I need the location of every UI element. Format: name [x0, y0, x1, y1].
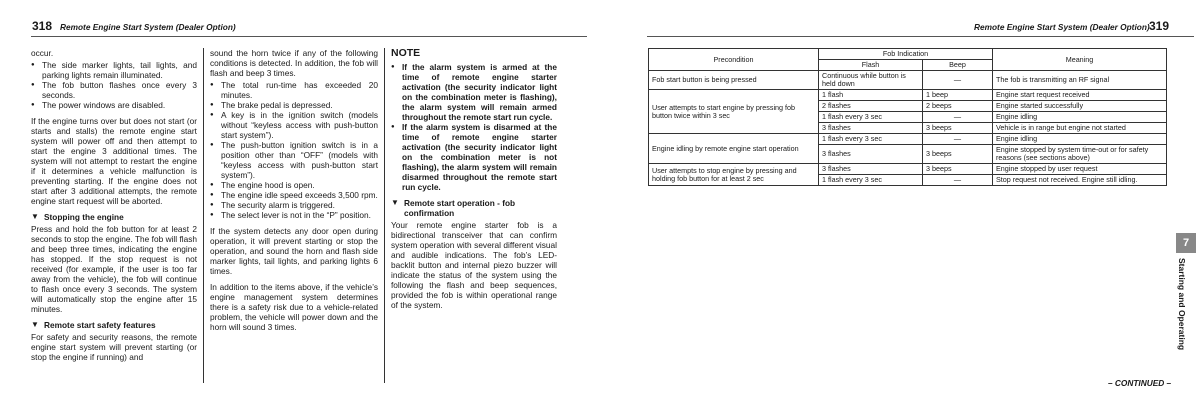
beep-cell: —: [923, 175, 993, 186]
precondition-cell: Engine idling by remote engine start operation: [649, 134, 819, 164]
bullet-list: [31, 60, 197, 110]
table-row: [649, 71, 1167, 90]
precondition-cell: User attempts to stop engine by pressing and holding fob button for at least 2 sec: [649, 164, 819, 186]
note-list: [391, 62, 557, 192]
header-rule: [647, 36, 1194, 37]
paragraph: If the engine turns over but does not start (or starts and stalls) the remote engine start system will power off and then attempt to start the engine 3 additional times. The system will not attempt to restart the engine if it determines a vehicle malfunction is preventing starting. If the engine does not start after 3 additional attempts, the remote engine start request will be aborted.: [31, 116, 197, 206]
paragraph: In addition to the items above, if the vehicle’s engine management system determines there is a safety risk due to a vehicle-related problem, the vehicle will power down and the horn will sound 3 times.: [210, 282, 378, 332]
beep-cell: 2 beeps: [923, 101, 993, 112]
fob-indication-table: [648, 48, 1167, 186]
meaning-cell: The fob is transmitting an RF signal: [993, 71, 1167, 90]
bullet-item: ● The side marker lights, tail lights, and parking lights remain illuminated.: [31, 60, 197, 80]
paragraph: Press and hold the fob button for at least 2 seconds to stop the engine. The fob will flash and beep three times, indicating the engine has stopped. If the stop request is not received (for example, if the user is too far away from the vehicle), the fob will continue to flash once every 3 seconds. The system will automatically stop the engine after 15 minutes.: [31, 224, 197, 314]
continued-label: – CONTINUED –: [1108, 378, 1172, 388]
bullet-item: ● The fob button flashes once every 3 seconds.: [31, 80, 197, 100]
column-2: [210, 48, 378, 338]
page-number: 319: [1149, 19, 1170, 33]
flash-cell: 3 flashes: [819, 123, 923, 134]
chapter-tab: 7: [1176, 233, 1196, 253]
page-header-title: Remote Engine Start System (Dealer Option): [60, 22, 236, 32]
flash-cell: 1 flash every 3 sec: [819, 175, 923, 186]
note-title: NOTE: [391, 47, 421, 59]
column-1: [31, 48, 197, 368]
flash-cell: 1 flash every 3 sec: [819, 112, 923, 123]
table-row: [649, 134, 1167, 145]
meaning-cell: Engine stopped by system time-out or for safety reasons (see sections above): [993, 145, 1167, 164]
chapter-title: Starting and Operating: [1177, 258, 1187, 351]
header-rule: [31, 36, 587, 37]
column-3: [391, 48, 557, 316]
meaning-cell: Engine idling: [993, 112, 1167, 123]
bullet-list: [210, 80, 378, 220]
note-item: ● If the alarm system is disarmed at the time of remote engine starter activation (the security indicator light on the combination meter is not flashing), the alarm system will remain disarmed throughout the remote start run cycle.: [391, 122, 557, 192]
precondition-cell: Fob start button is being pressed: [649, 71, 819, 90]
header-beep: Beep: [923, 60, 993, 71]
paragraph: sound the horn twice if any of the following conditions is detected. In addition, the fob will flash and beep 3 times.: [210, 48, 378, 78]
header-precondition: Precondition: [649, 49, 819, 71]
flash-cell: 2 flashes: [819, 101, 923, 112]
beep-cell: 3 beeps: [923, 164, 993, 175]
header-meaning: Meaning: [993, 49, 1167, 71]
beep-cell: —: [923, 134, 993, 145]
paragraph: For safety and security reasons, the remote engine start system will prevent starting (or stop the engine if running) and: [31, 332, 197, 362]
meaning-cell: Vehicle is in range but engine not started: [993, 123, 1167, 134]
bullet-item: ● The brake pedal is depressed.: [210, 100, 378, 110]
paragraph: occur.: [31, 48, 54, 58]
meaning-cell: Stop request not received. Engine still idling.: [993, 175, 1167, 186]
note-item: ● If the alarm system is armed at the time of remote engine starter activation (the security indicator light on the combination meter is flashing), the alarm system will remain armed throughout the remote start run cycle.: [391, 62, 557, 122]
section-heading: ▼ Remote start operation - fob confirmation: [391, 198, 557, 218]
bullet-item: ● The engine hood is open.: [210, 180, 378, 190]
meaning-cell: Engine stopped by user request: [993, 164, 1167, 175]
bullet-item: ● The security alarm is triggered.: [210, 200, 378, 210]
meaning-cell: Engine start request received: [993, 90, 1167, 101]
table-row: [649, 90, 1167, 101]
header-fob-indication: Fob Indication: [819, 49, 993, 60]
flash-cell: 3 flashes: [819, 164, 923, 175]
flash-cell: 1 flash every 3 sec: [819, 134, 923, 145]
bullet-item: ● The total run-time has exceeded 20 minutes.: [210, 80, 378, 100]
bullet-item: ● The select lever is not in the “P” position.: [210, 210, 378, 220]
beep-cell: 1 beep: [923, 90, 993, 101]
paragraph: Your remote engine starter fob is a bidirectional transceiver that can confirm system operation with several different visual and audible indications. The fob’s LED-backlit button and internal piezo buzzer will indicate the status of the system using the following the flash and beep sequences, provided the fob is within operational range of the system.: [391, 220, 557, 310]
bullet-item: ● The engine idle speed exceeds 3,500 rpm.: [210, 190, 378, 200]
page-number: 318: [32, 19, 53, 33]
right-page: [600, 0, 1200, 402]
table-row: [649, 164, 1167, 175]
beep-cell: —: [923, 112, 993, 123]
bullet-item: ● A key is in the ignition switch (models without “keyless access with push-button start system”).: [210, 110, 378, 140]
beep-cell: 3 beeps: [923, 123, 993, 134]
beep-cell: 3 beeps: [923, 145, 993, 164]
page-header-title: Remote Engine Start System (Dealer Option): [974, 22, 1150, 32]
beep-cell: —: [923, 71, 993, 90]
column-divider: [384, 48, 385, 383]
precondition-cell: User attempts to start engine by pressing fob button twice within 3 sec: [649, 90, 819, 134]
column-divider: [203, 48, 204, 383]
bullet-item: ● The push-button ignition switch is in a position other than “OFF” (models with “keyless access with push-button start system”).: [210, 140, 378, 180]
bullet-item: ● The power windows are disabled.: [31, 100, 197, 110]
meaning-cell: Engine started successfully: [993, 101, 1167, 112]
flash-cell: 3 flashes: [819, 145, 923, 164]
meaning-cell: Engine idling: [993, 134, 1167, 145]
section-heading: ▼ Remote start safety features: [31, 320, 197, 330]
flash-cell: Continuous while button is held down: [819, 71, 923, 90]
paragraph: If the system detects any door open during operation, it will prevent starting or stop the operation, and sound the horn and flash side marker lights, tail lights, and parking lights 6 times.: [210, 226, 378, 276]
section-heading: ▼ Stopping the engine: [31, 212, 197, 222]
header-flash: Flash: [819, 60, 923, 71]
flash-cell: 1 flash: [819, 90, 923, 101]
